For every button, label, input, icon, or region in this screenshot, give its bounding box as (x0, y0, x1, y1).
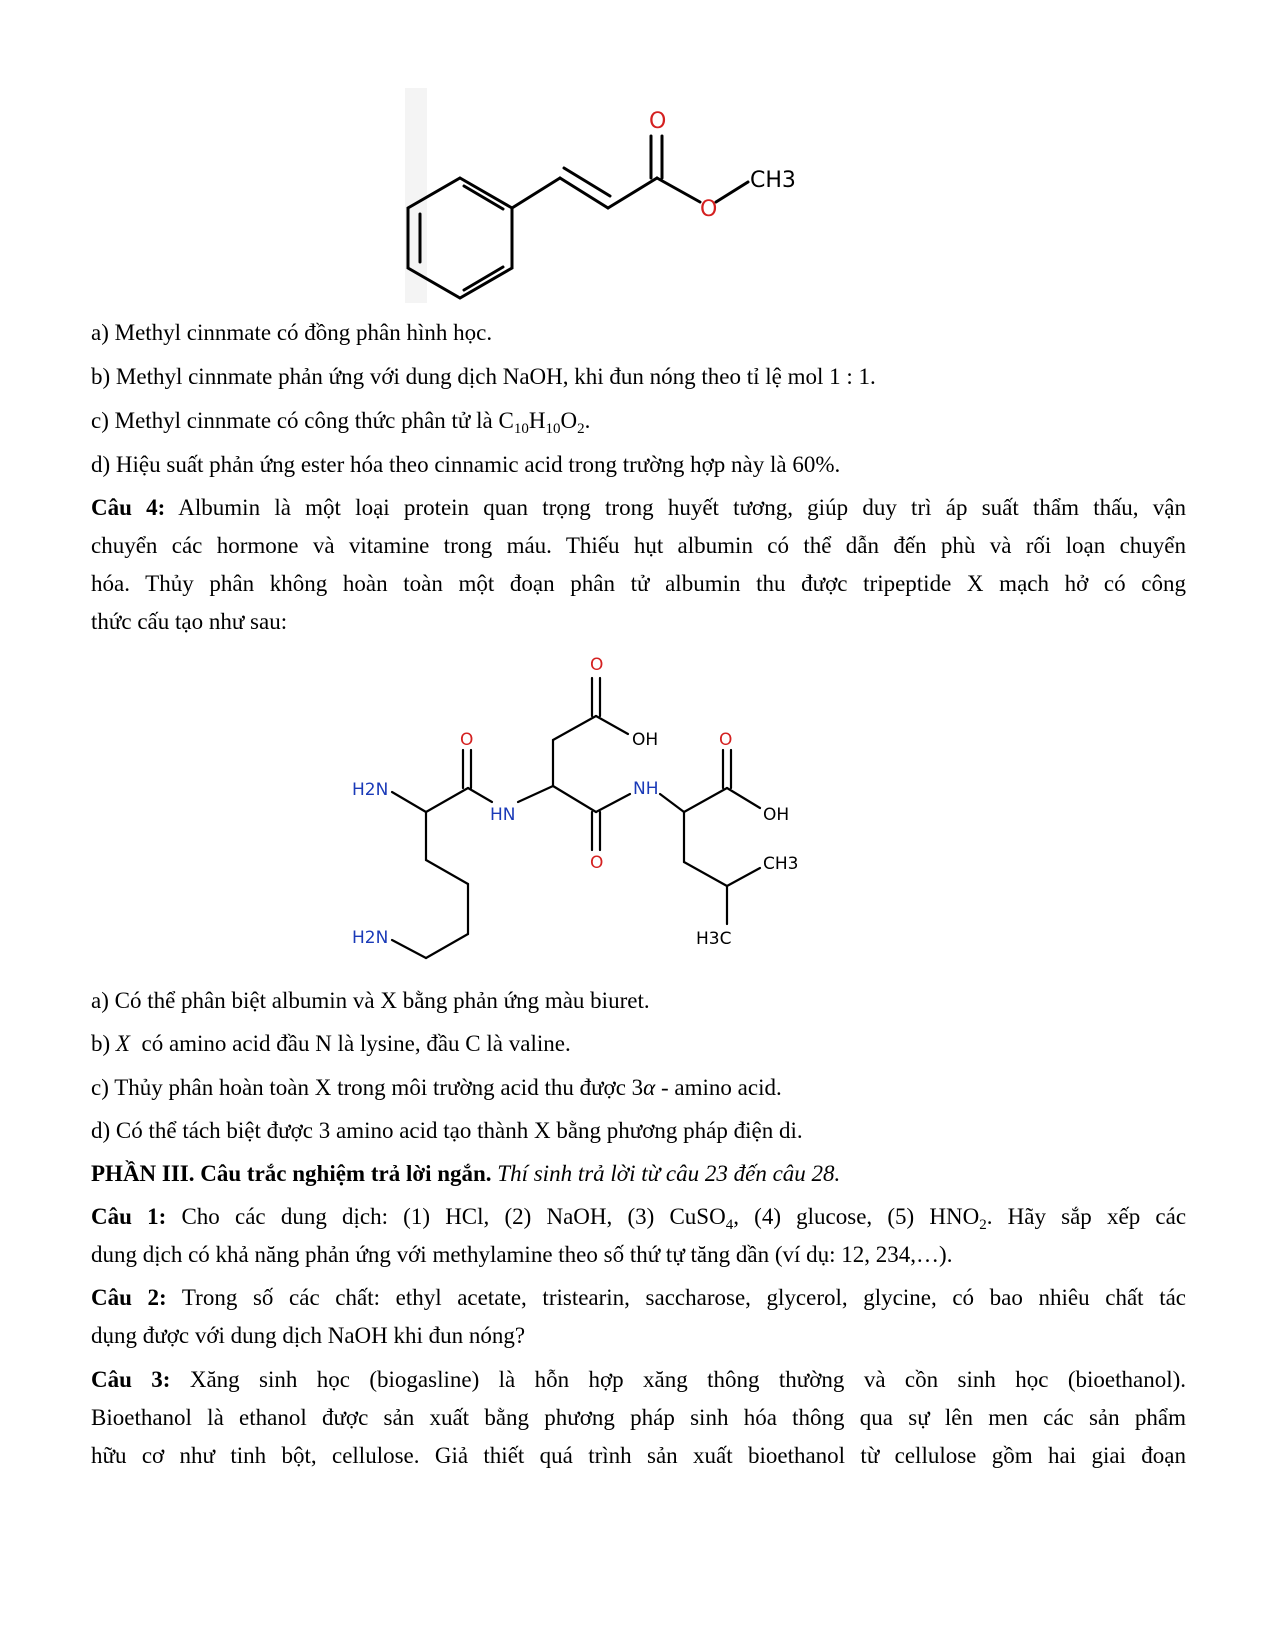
part3-q2-label: Câu 2: (91, 1285, 167, 1310)
part3-q3-label: Câu 3: (91, 1367, 171, 1392)
part3-q2-line-2: dụng được với dung dịch NaOH khi đun nóng? (91, 1323, 526, 1348)
formula-text: H (528, 408, 546, 433)
formula-subscript: 10 (513, 421, 529, 437)
part3-q3-line-2: Bioethanol là ethanol được sản xuất bằng phương pháp sinh hóa thông qua sự lên men các sản phẩm (91, 1405, 1186, 1430)
q4-statement-d: d) Có thể tách biệt được 3 amino acid tạo thành X bằng phương pháp điện di. (91, 1118, 803, 1143)
atom-hn-label: HN (490, 805, 516, 825)
q4-text: Albumin là một loại protein quan trọng trong huyết tương, giúp duy trì áp suất thẩm thấu, vận (178, 495, 1187, 520)
q3-statement-d: d) Hiệu suất phản ứng ester hóa theo cinnamic acid trong trường hợp này là 60%. (91, 452, 841, 477)
atom-o1-label: O (590, 655, 604, 675)
part3-q3-line-1 (91, 1365, 1186, 1395)
atom-o2-label: O (460, 730, 474, 750)
formula-subscript: 10 (545, 421, 561, 437)
q3-statement-a: a) Methyl cinnmate có đồng phân hình học. (91, 320, 493, 345)
part3-heading (91, 1159, 1186, 1189)
q3-statement-c (91, 406, 1186, 444)
question-text: . Hãy sắp xếp các (986, 1204, 1187, 1229)
statement-text: có amino acid đầu N là lysine, đầu C là valine. (129, 1031, 571, 1056)
atom-nh-label: NH (633, 779, 659, 799)
atom-h2n-bottom-label: H2N (352, 928, 389, 948)
formula-subscript: 2 (979, 1217, 987, 1233)
part3-q1-line-2: dung dịch có khả năng phản ứng với methylamine theo số thứ tự tăng dần (ví dụ: 12, 234,…). (91, 1242, 953, 1267)
part3-title: PHẦN III. Câu trắc nghiệm trả lời ngắn. (91, 1161, 492, 1186)
formula-text: O (560, 408, 578, 433)
q4-line-2: chuyển các hormone và vitamine trong máu. Thiếu hụt albumin có thể dẫn đến phù và rối loạn chuyển (91, 533, 1186, 558)
ester-oxygen-label: O (700, 197, 718, 222)
formula-subscript: 2 (577, 421, 585, 437)
atom-h3c-label: H3C (696, 929, 732, 949)
q4-statement-b (91, 1029, 1186, 1059)
atom-o3-label: O (719, 730, 733, 750)
methyl-cinnamate-structure (395, 85, 815, 305)
statement-text: b) (91, 1031, 116, 1056)
question-text: Xăng sinh học (biogasline) là hỗn hợp xăng thông thường và cồn sinh học (bioethanol). (189, 1367, 1186, 1392)
question-text: Trong số các chất: ethyl acetate, tristearin, saccharose, glycerol, glycine, có bao nhiêu chất tác (181, 1285, 1186, 1310)
carbonyl-oxygen-label: O (649, 109, 667, 134)
methyl-group-label: CH3 (750, 168, 796, 193)
q4-line-4: thức cấu tạo như sau: (91, 609, 288, 634)
question-text: , (4) glucose, (5) HNO (733, 1204, 980, 1229)
statement-text: c) Thủy phân hoàn toàn X trong môi trường acid thu được 3 (91, 1075, 644, 1100)
q4-line-3: hóa. Thủy phân không hoàn toàn một đoạn phân tử albumin thu được tripeptide X mạch hở có công (91, 571, 1186, 596)
part3-q2-line-1 (91, 1283, 1186, 1313)
part3-q3-line-3: hữu cơ như tinh bột, cellulose. Giả thiết quá trình sản xuất bioethanol từ cellulose gồm hai giai đoạn (91, 1443, 1186, 1468)
statement-text: - amino acid. (655, 1075, 782, 1100)
alpha-symbol: α (643, 1075, 656, 1100)
q4-statement-a: a) Có thể phân biệt albumin và X bằng phản ứng màu biuret. (91, 988, 650, 1013)
variable-x: X (115, 1031, 130, 1056)
question-text: Cho các dung dịch: (1) HCl, (2) NaOH, (3) CuSO (181, 1204, 726, 1229)
formula-text: . (584, 408, 591, 433)
q4-statement-c (91, 1073, 1186, 1103)
formula-text: c) Methyl cinnmate có công thức phân tử là C (91, 408, 514, 433)
part3-q1-line-1 (91, 1202, 1186, 1240)
atom-o4-label: O (590, 853, 604, 873)
q3-statement-b: b) Methyl cinnmate phản ứng với dung dịch NaOH, khi đun nóng theo tỉ lệ mol 1 : 1. (91, 364, 876, 389)
formula-subscript: 4 (725, 1217, 734, 1233)
atom-ch3-label: CH3 (763, 854, 799, 874)
part3-q1-label: Câu 1: (91, 1204, 167, 1229)
q4-label: Câu 4: (91, 495, 166, 520)
part3-note: Thí sinh trả lời từ câu 23 đến câu 28. (497, 1161, 841, 1186)
tripeptide-x-structure (340, 650, 820, 970)
atom-h2n-top-label: H2N (352, 780, 389, 800)
atom-oh1-label: OH (632, 730, 659, 750)
atom-oh2-label: OH (763, 805, 790, 825)
q4-line-1 (91, 493, 1186, 523)
